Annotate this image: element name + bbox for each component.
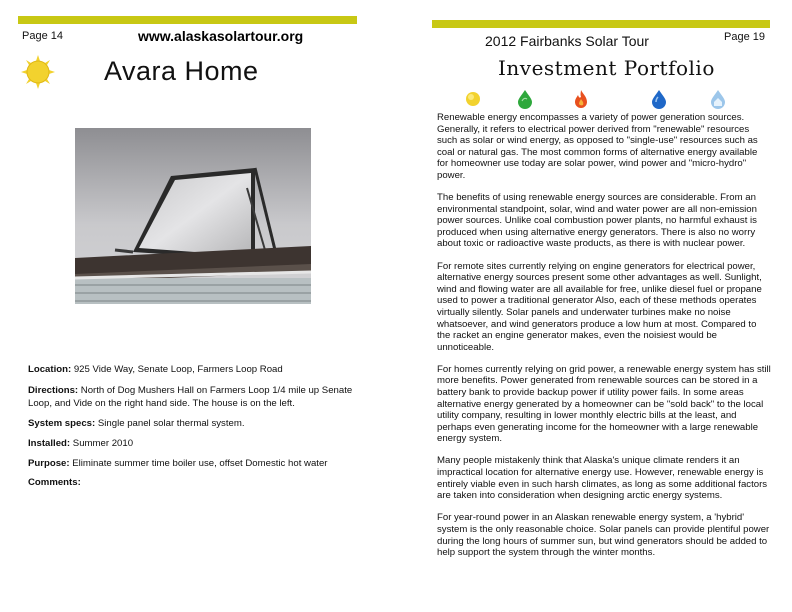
detail-location — [28, 363, 358, 376]
solar-panel-photo — [75, 128, 311, 304]
detail-installed — [28, 437, 358, 450]
section-title: Investment Portfolio — [498, 56, 715, 80]
detail-value: 925 Vide Way, Senate Loop, Farmers Loop Road — [73, 364, 283, 375]
left-page-number: Page 14 — [22, 30, 63, 42]
detail-label: Location: — [28, 364, 72, 375]
detail-value: North of Dog Mushers Hall on Farmers Loop 1/4 mile up Senate Loop, and Vide on the right hand side. The house is on the left. — [28, 385, 353, 409]
sun-icon — [464, 90, 482, 108]
detail-directions — [28, 384, 358, 410]
detail-system-specs — [28, 417, 358, 430]
tour-header: 2012 Fairbanks Solar Tour — [485, 33, 649, 49]
water-drop-icon — [650, 89, 668, 109]
detail-label: Purpose: — [28, 458, 70, 469]
home-title: Avara Home — [104, 56, 259, 86]
article-paragraph: Renewable energy encompasses a variety of power generation sources. Generally, it refers to electrical power derived from "renewable" resources such as solar or wind energy, as opposed to "single-use" resources such as coal or natural gas. The most common forms of alternative energy available for homeowner use today are solar power, wind power and "micro-hydro" power. — [437, 112, 758, 181]
article-paragraph: The benefits of using renewable energy sources are considerable. From an environmental standpoint, solar, wind and water power are all non-emission power sources. Unlike coal combustion power plants, no harmful exhaust is produced when using alternative energy generators. There is also no worry about toxic or radioactive waste products, as there is with nuclear power. — [437, 192, 757, 250]
article-paragraph: For year-round power in an Alaskan renewable energy system, a 'hybrid' system is the only reasonable choice. Solar panels can provide plentiful power during the long hours of summer sun, but wind generators should be added to help support the system through the winter months. — [437, 512, 770, 559]
detail-value: Summer 2010 — [72, 438, 134, 449]
right-page-number: Page 19 — [724, 31, 765, 43]
website-link[interactable]: www.alaskasolartour.org — [138, 28, 304, 44]
energy-icon-row — [460, 88, 740, 110]
sun-icon — [20, 54, 56, 90]
detail-comments — [28, 476, 358, 489]
detail-purpose — [28, 457, 358, 470]
article-paragraph: For remote sites currently relying on engine generators for electrical power, alternative energy sources present some other advantages as well. Sunlight, wind and flowing water are all available for free, unlike diesel fuel or propane used to power a traditional generator Also, each of these methods operates virtually silently. Solar panels and underwater turbines make no noise whatsoever, and wind generators produce a low hum at most. Compared to the racket an engine generator makes, even the noisiest would be unnoticeable. — [437, 260, 762, 353]
detail-label: Directions: — [28, 385, 79, 396]
header-accent-bar-left — [18, 16, 357, 24]
detail-label: Comments: — [28, 477, 81, 488]
article-paragraph: For homes currently relying on grid power, a renewable energy system has still more benefits. Power generated from renewable sources can be stored in a battery bank to provide backup power if utility power fails. In some areas alternative energy generated by a homeowner can be "sold back" to the local utility company, resulting in lower monthly electric bills at the least, and perhaps even generating income for the homeowner with a large renewable energy system. — [437, 363, 771, 445]
flame-icon — [572, 89, 590, 109]
detail-value: Single panel solar thermal system. — [97, 418, 245, 429]
house-drop-icon — [708, 89, 728, 109]
article-paragraph: Many people mistakenly think that Alaska's unique climate renders it an impractical location for alternative energy use. However, renewable energy is entirely viable even in such harsh climates, as long as some additional factors are taken into consideration when designing arctic energy systems. — [437, 455, 768, 502]
leaf-drop-icon — [516, 89, 534, 109]
detail-value: Eliminate summer time boiler use, offset Domestic hot water — [72, 458, 328, 469]
detail-label: System specs: — [28, 418, 96, 429]
header-accent-bar-right — [432, 20, 770, 28]
article-body — [437, 112, 771, 569]
detail-label: Installed: — [28, 438, 71, 449]
